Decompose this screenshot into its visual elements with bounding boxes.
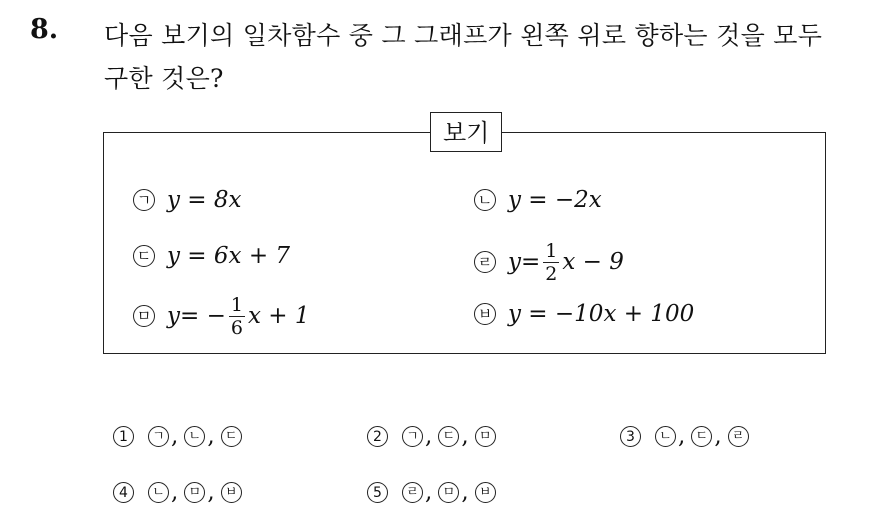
example-item-d (474, 236, 624, 288)
equation: y = $\frac{1}{2}$ x − 9 (508, 239, 624, 285)
fraction: $\frac{1}{2}$ (545, 239, 558, 285)
equation: y = 8x (167, 187, 242, 213)
example-item-f (474, 294, 694, 334)
choice-number: 3 (620, 426, 641, 447)
example-item-a (133, 180, 242, 220)
item-marker: ㅁ (133, 305, 155, 327)
choice-5[interactable]: 5 ㄹ , ㅁ , ㅂ (367, 475, 496, 509)
item-marker: ㄴ (474, 189, 496, 211)
item-marker: ㄹ (474, 251, 496, 273)
question-text (104, 14, 874, 100)
choice-number: 2 (367, 426, 388, 447)
equation: y = 6x + 7 (167, 243, 291, 269)
choice-3[interactable]: 3 ㄴ , ㄷ , ㄹ (620, 419, 749, 453)
choice-number: 1 (113, 426, 134, 447)
question-number: 8. (30, 14, 59, 45)
example-item-c (133, 236, 290, 276)
equation: y = −10x + 100 (508, 301, 695, 327)
item-marker: ㄱ (133, 189, 155, 211)
item-marker: ㅂ (474, 303, 496, 325)
choice-2[interactable]: 2 ㄱ , ㄷ , ㅁ (367, 419, 496, 453)
example-box-title: 보기 (430, 112, 502, 152)
question-line-1: 다음 보기의 일차함수 중 그 그래프가 왼쪽 위로 향하는 것을 모두 (104, 21, 823, 50)
choice-4[interactable]: 4 ㄴ , ㅁ , ㅂ (113, 475, 242, 509)
question-line-2: 구한 것은? (104, 64, 224, 93)
item-marker: ㄷ (133, 245, 155, 267)
equation: y = −2x (508, 187, 602, 213)
fraction: $\frac{1}{6}$ (230, 293, 243, 339)
equation: y = − $\frac{1}{6}$ x + 1 (167, 293, 310, 339)
example-item-e (133, 290, 309, 342)
choice-number: 4 (113, 482, 134, 503)
choice-1[interactable]: 1 ㄱ , ㄴ , ㄷ (113, 419, 242, 453)
choice-number: 5 (367, 482, 388, 503)
example-item-b (474, 180, 602, 220)
